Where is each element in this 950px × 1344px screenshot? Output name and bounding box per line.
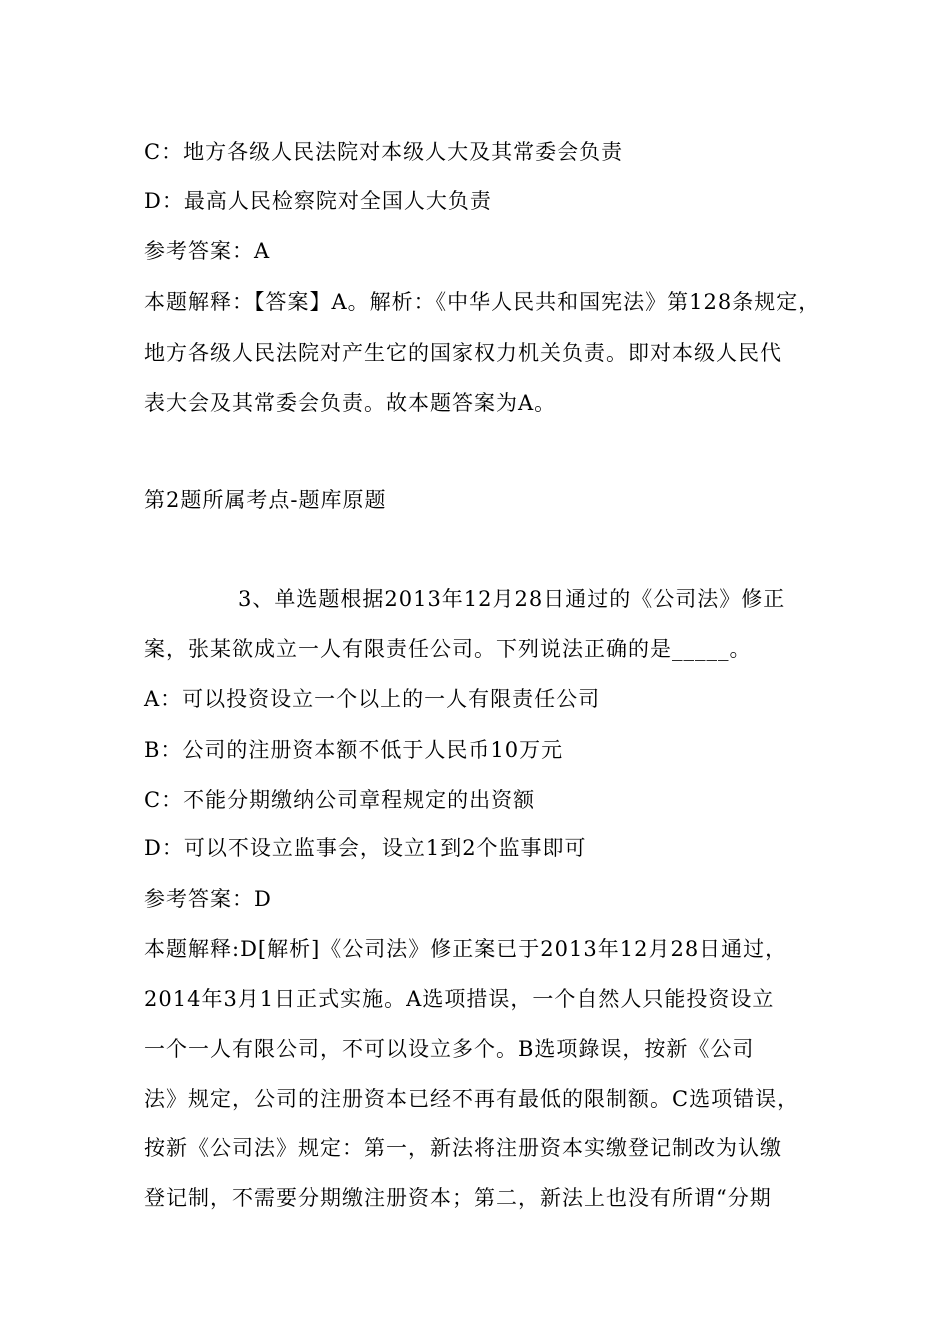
q3-explanation-line: 一个一人有限公司，不可以设立多个。B选项錄误，按新《公司	[144, 1037, 755, 1061]
q3-option-c: C：不能分期缴纳公司章程规定的出资额	[144, 788, 536, 812]
q3-option-a: A：可以投资设立一个以上的一人有限责任公司	[144, 687, 601, 711]
q2-option-d: D：最高人民检察院对全国人大负责	[144, 189, 492, 213]
q3-option-b: B：公司的注册资本额不低于人民币10万元	[144, 738, 564, 762]
q2-option-c: C：地方各级人民法院对本级人大及其常委会负责	[144, 140, 624, 164]
q3-explanation-line: 2014年3月1日正式实施。A选项措误，一个自然人只能投资设立	[144, 987, 775, 1011]
q2-answer: 参考答案：A	[144, 239, 271, 263]
q3-explanation-line: 本题解释:D[解析]《公司法》修正案已于2013年12月28日通过，	[144, 937, 788, 961]
q3-stem-line: 案，张某欲成立一人有限责任公司。下列说法正确的是_____。	[144, 637, 752, 661]
q3-explanation-line: 按新《公司法》规定：第一，新法将注册资本实缴登记制改为认缴	[144, 1136, 782, 1160]
q2-explanation-line: 表大会及其常委会负责。故本题答案为A。	[144, 391, 557, 415]
q3-explanation-line: 法》规定，公司的注册资本已经不再有最低的限制额。C选项错误，	[144, 1087, 800, 1111]
q2-explanation-line: 地方各级人民法院对产生它的国家权力机关负责。即对本级人民代	[144, 341, 782, 365]
q3-stem-line: 3、单选题根据2013年12月28日通过的《公司法》修正	[238, 587, 786, 611]
q3-option-d: D：可以不设立监事会，设立1到2个监事即可	[144, 836, 587, 860]
q3-explanation-line: 登记制，不需要分期缴注册资本；第二，新法上也没有所谓“分期	[144, 1186, 772, 1210]
q2-explanation-line: 本题解释：【答案】A。解析：《中华人民共和国宪法》第128条规定，	[144, 290, 821, 314]
q2-topic: 第2题所属考点-题库原题	[144, 488, 387, 512]
q3-answer: 参考答案：D	[144, 887, 272, 911]
